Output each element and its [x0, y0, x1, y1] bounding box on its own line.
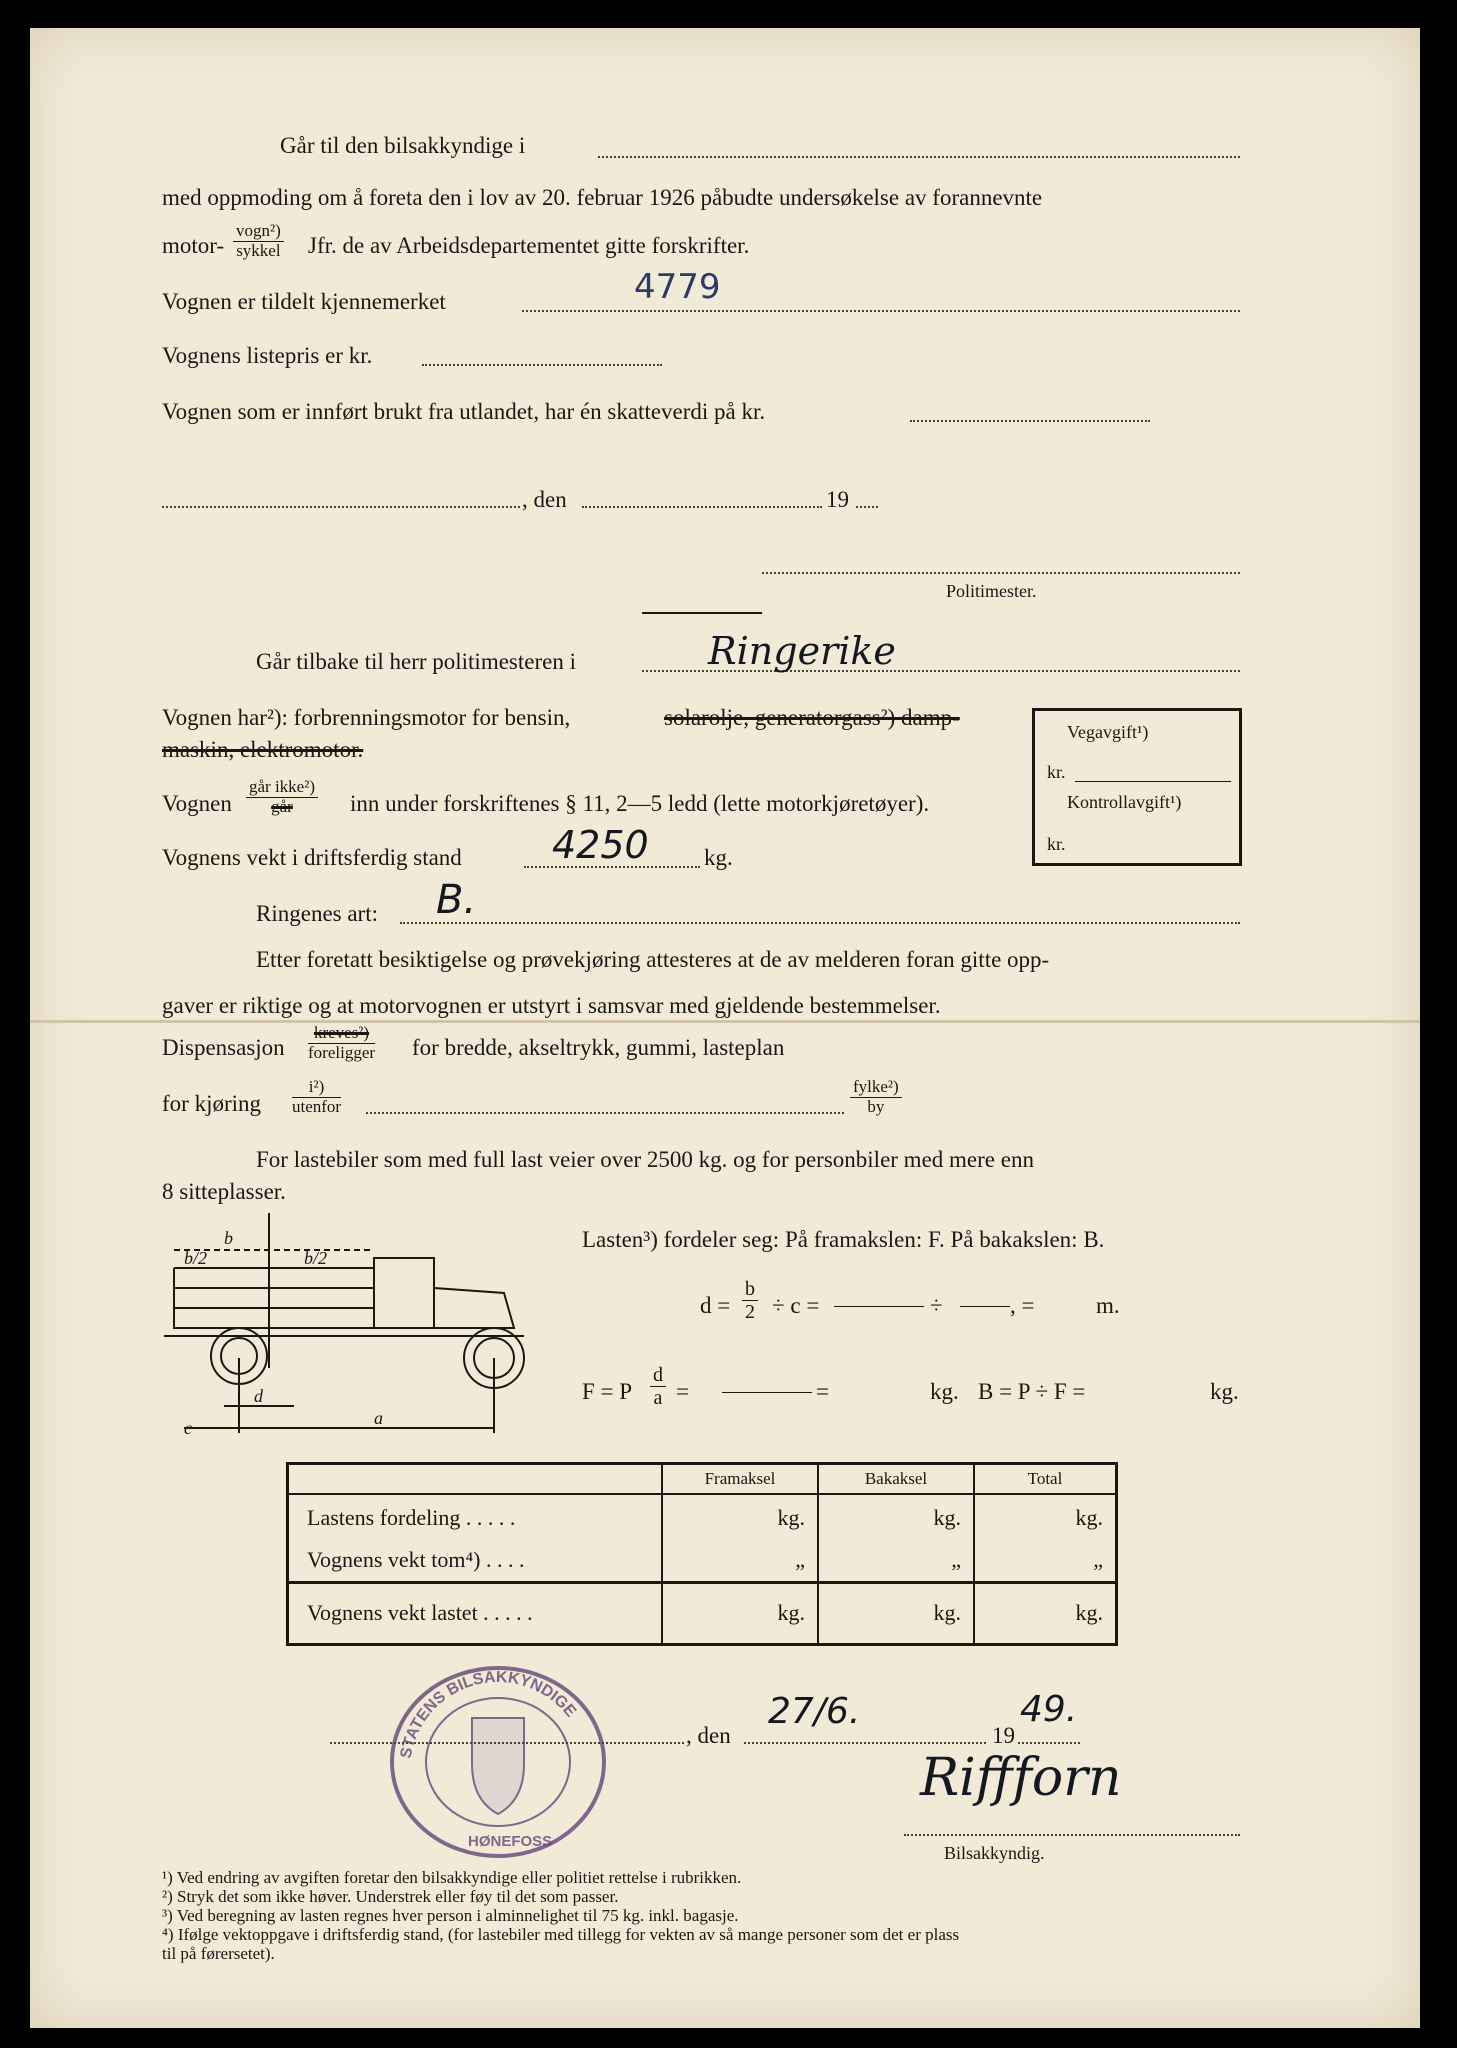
- f-eq1: =: [676, 1379, 689, 1404]
- signoff-year-prefix: 19: [992, 1723, 1015, 1748]
- f-blank: [722, 1392, 812, 1393]
- disp-suffix: for bredde, akseltrykk, gummi, lasteplan: [412, 1035, 785, 1060]
- diagram-label-a: a: [374, 1408, 383, 1428]
- engine-struck-1: solarolje, generatorgass²) damp-: [664, 705, 960, 730]
- footnote-4-cont: til på førersetet).: [162, 1944, 275, 1963]
- signoff-signature: Riffforn: [920, 1748, 1122, 1808]
- f-unit: kg.: [930, 1379, 959, 1404]
- d-frac-b: b: [742, 1278, 758, 1301]
- return-value: Ringerike: [708, 629, 896, 673]
- goes-fraction: [246, 778, 318, 816]
- d-blank-2: [960, 1306, 1010, 1307]
- engine-struck-2: maskin, elektromotor.: [162, 737, 364, 762]
- table-header-bakaksel: Bakaksel: [818, 1464, 974, 1495]
- rings-label: Ringenes art:: [256, 901, 378, 926]
- d-eq: , =: [1010, 1293, 1035, 1318]
- plate-label: Vognen er tildelt kjennemerket: [162, 289, 446, 314]
- rings-line: [400, 922, 1240, 924]
- rings-value: B.: [436, 877, 477, 923]
- drive-fraction: [292, 1078, 341, 1116]
- signoff-place-line: [330, 1742, 684, 1744]
- goes-prefix: Vognen: [162, 791, 232, 816]
- goes-to-label: Går til den bilsakkyndige i: [280, 133, 526, 158]
- drive-frac-top: i²): [292, 1078, 341, 1098]
- stamp-place: HØNEFOSS: [468, 1833, 553, 1850]
- d-unit: m.: [1096, 1293, 1120, 1318]
- disp-fraction: [308, 1024, 375, 1062]
- signoff-role: Bilsakkyndig.: [944, 1843, 1045, 1863]
- d-blank-1: [834, 1306, 924, 1307]
- plate-line: [522, 310, 1240, 312]
- row-cell: kg.: [818, 1582, 974, 1644]
- row-cell: „: [818, 1540, 974, 1582]
- county-frac-bottom: by: [867, 1096, 885, 1116]
- f-eq2: =: [816, 1379, 829, 1404]
- diagram-label-d: d: [254, 1386, 263, 1406]
- row-cell: „: [974, 1540, 1117, 1582]
- row-label: Vognens vekt lastet . . . . .: [288, 1582, 663, 1644]
- date-line: [582, 506, 822, 508]
- signoff-den: , den: [686, 1723, 731, 1748]
- footnote-1: ¹) Ved endring av avgiften foretar den bilsakkyndige eller politiet rettelse i rubrikken.: [162, 1868, 742, 1887]
- signoff-year-line: [1018, 1742, 1080, 1744]
- stamp-ring-text: STATENS BILSAKKYNDIGE: [397, 1668, 580, 1760]
- veg-label: Vegavgift¹): [1067, 722, 1149, 742]
- motor-suffix: Jfr. de av Arbeidsdepartementet gitte forskrifter.: [308, 233, 750, 258]
- attest-line-2: gaver er riktige og at motorvognen er utstyrt i samsvar med gjeldende bestemmelser.: [162, 993, 941, 1018]
- kontroll-kr: kr.: [1047, 834, 1066, 854]
- year-line: [856, 506, 878, 508]
- row-cell: kg.: [974, 1582, 1117, 1644]
- drive-line: [366, 1112, 844, 1114]
- motor-fraction: [233, 222, 284, 260]
- weight-unit: kg.: [704, 845, 733, 870]
- footnote-4: ⁴) Ifølge vektoppgave i driftsferdig stand, (for lastebiler med tillegg for vekten av så mange personer som det er plass: [162, 1925, 960, 1944]
- f-fraction: [650, 1364, 666, 1409]
- motor-frac-bottom: sykkel: [236, 240, 281, 260]
- table-header-blank: [288, 1464, 663, 1495]
- divider-rule: [642, 612, 762, 614]
- footnote-3: ³) Ved beregning av lasten regnes hver person i alminnelighet til 75 kg. inkl. bagasje.: [162, 1906, 739, 1925]
- motor-frac-top: vogn²): [233, 222, 284, 242]
- listprice-line: [422, 364, 662, 366]
- motor-prefix: motor-: [162, 233, 225, 258]
- d-lhs: d =: [700, 1293, 731, 1318]
- disp-frac-top: kreves²): [308, 1024, 375, 1044]
- veg-kr: kr.: [1047, 762, 1066, 782]
- signoff-date-value: 27/6.: [768, 1691, 861, 1732]
- table-row: [288, 1540, 1117, 1582]
- kontroll-label: Kontrollavgift¹): [1067, 792, 1182, 812]
- table-row: [288, 1494, 1117, 1540]
- politimester-sign-line: [762, 572, 1240, 574]
- disp-frac-bottom: foreligger: [308, 1042, 376, 1062]
- truck-diagram: [164, 1208, 544, 1448]
- table-header-row: [288, 1464, 1117, 1495]
- attest-line-1: Etter foretatt besiktigelse og prøvekjøring attesteres at de av melderen foran gitte opp-: [256, 947, 1050, 972]
- engine-label: Vognen har²): forbrenningsmotor for bensin,: [162, 705, 571, 730]
- goes-suffix: inn under forskriftenes § 11, 2—5 ledd (lette motorkjøretøyer).: [350, 791, 930, 816]
- load-intro-2: 8 sitteplasser.: [162, 1179, 286, 1204]
- date-den: , den: [522, 487, 567, 512]
- diagram-label-b: b: [224, 1228, 233, 1248]
- signoff-date-line: [744, 1742, 986, 1744]
- fold-crease: [30, 1020, 1420, 1023]
- distribution-line: Lasten³) fordeler seg: På framakslen: F. På bakakslen: B.: [582, 1227, 1105, 1252]
- place-line: [162, 506, 520, 508]
- row-cell: kg.: [818, 1494, 974, 1540]
- row-cell: kg.: [662, 1494, 818, 1540]
- diagram-label-b2-left: b/2: [184, 1248, 208, 1268]
- drive-frac-bottom: utenfor: [292, 1096, 342, 1116]
- goes-frac-bottom: går: [271, 796, 293, 816]
- signoff-sign-line: [904, 1834, 1240, 1836]
- d-div: ÷: [930, 1293, 943, 1318]
- fee-box: [1032, 708, 1242, 866]
- weight-label: Vognens vekt i driftsferdig stand: [162, 845, 462, 870]
- veg-line: [1075, 781, 1231, 782]
- b-formula: B = P ÷ F =: [978, 1379, 1086, 1404]
- footnote-2: ²) Stryk det som ikke høver. Understrek eller føy til det som passer.: [162, 1887, 619, 1906]
- f-lhs: F = P: [582, 1379, 633, 1404]
- row-cell: „: [662, 1540, 818, 1582]
- row-cell: kg.: [974, 1494, 1117, 1540]
- drive-label: for kjøring: [162, 1091, 262, 1116]
- county-fraction: [850, 1078, 902, 1116]
- listprice-label: Vognens listepris er kr.: [162, 343, 373, 368]
- table-header-framaksel: Framaksel: [662, 1464, 818, 1495]
- b-unit: kg.: [1210, 1379, 1239, 1404]
- load-table: [286, 1462, 1118, 1646]
- signoff-year-value: 49.: [1020, 1689, 1078, 1730]
- diagram-label-b2-right: b/2: [304, 1248, 328, 1268]
- d-rest: ÷ c =: [772, 1293, 820, 1318]
- date-19: 19: [826, 487, 849, 512]
- politimester-role: Politimester.: [946, 581, 1037, 601]
- f-frac-d: d: [650, 1364, 666, 1387]
- row-label: Vognens vekt tom⁴) . . . .: [288, 1540, 663, 1582]
- d-fraction: [742, 1278, 758, 1323]
- table-row: [288, 1582, 1117, 1644]
- row-label: Lastens fordeling . . . . .: [288, 1494, 663, 1540]
- request-line: med oppmoding om å foreta den i lov av 20. februar 1926 påbudte undersøkelse av forannevnte: [162, 185, 1043, 210]
- weight-value: 4250: [552, 823, 649, 867]
- diagram-label-c: c: [184, 1418, 192, 1438]
- load-intro-1: For lastebiler som med full last veier over 2500 kg. og for personbiler med mere enn: [256, 1147, 1034, 1172]
- return-label: Går tilbake til herr politimesteren i: [256, 649, 576, 674]
- goes-to-line: [598, 156, 1240, 158]
- row-cell: kg.: [662, 1582, 818, 1644]
- d-frac-2: 2: [745, 1301, 755, 1323]
- import-label: Vognen som er innført brukt fra utlandet, har én skatteverdi på kr.: [162, 399, 766, 424]
- plate-value: 4779: [634, 267, 721, 307]
- import-line: [910, 420, 1150, 422]
- f-frac-a: a: [653, 1387, 663, 1409]
- table-header-total: Total: [974, 1464, 1117, 1495]
- official-stamp: [380, 1652, 616, 1858]
- disp-label: Dispensasjon: [162, 1035, 285, 1060]
- goes-frac-top: går ikke²): [246, 778, 318, 798]
- county-frac-top: fylke²): [850, 1078, 902, 1098]
